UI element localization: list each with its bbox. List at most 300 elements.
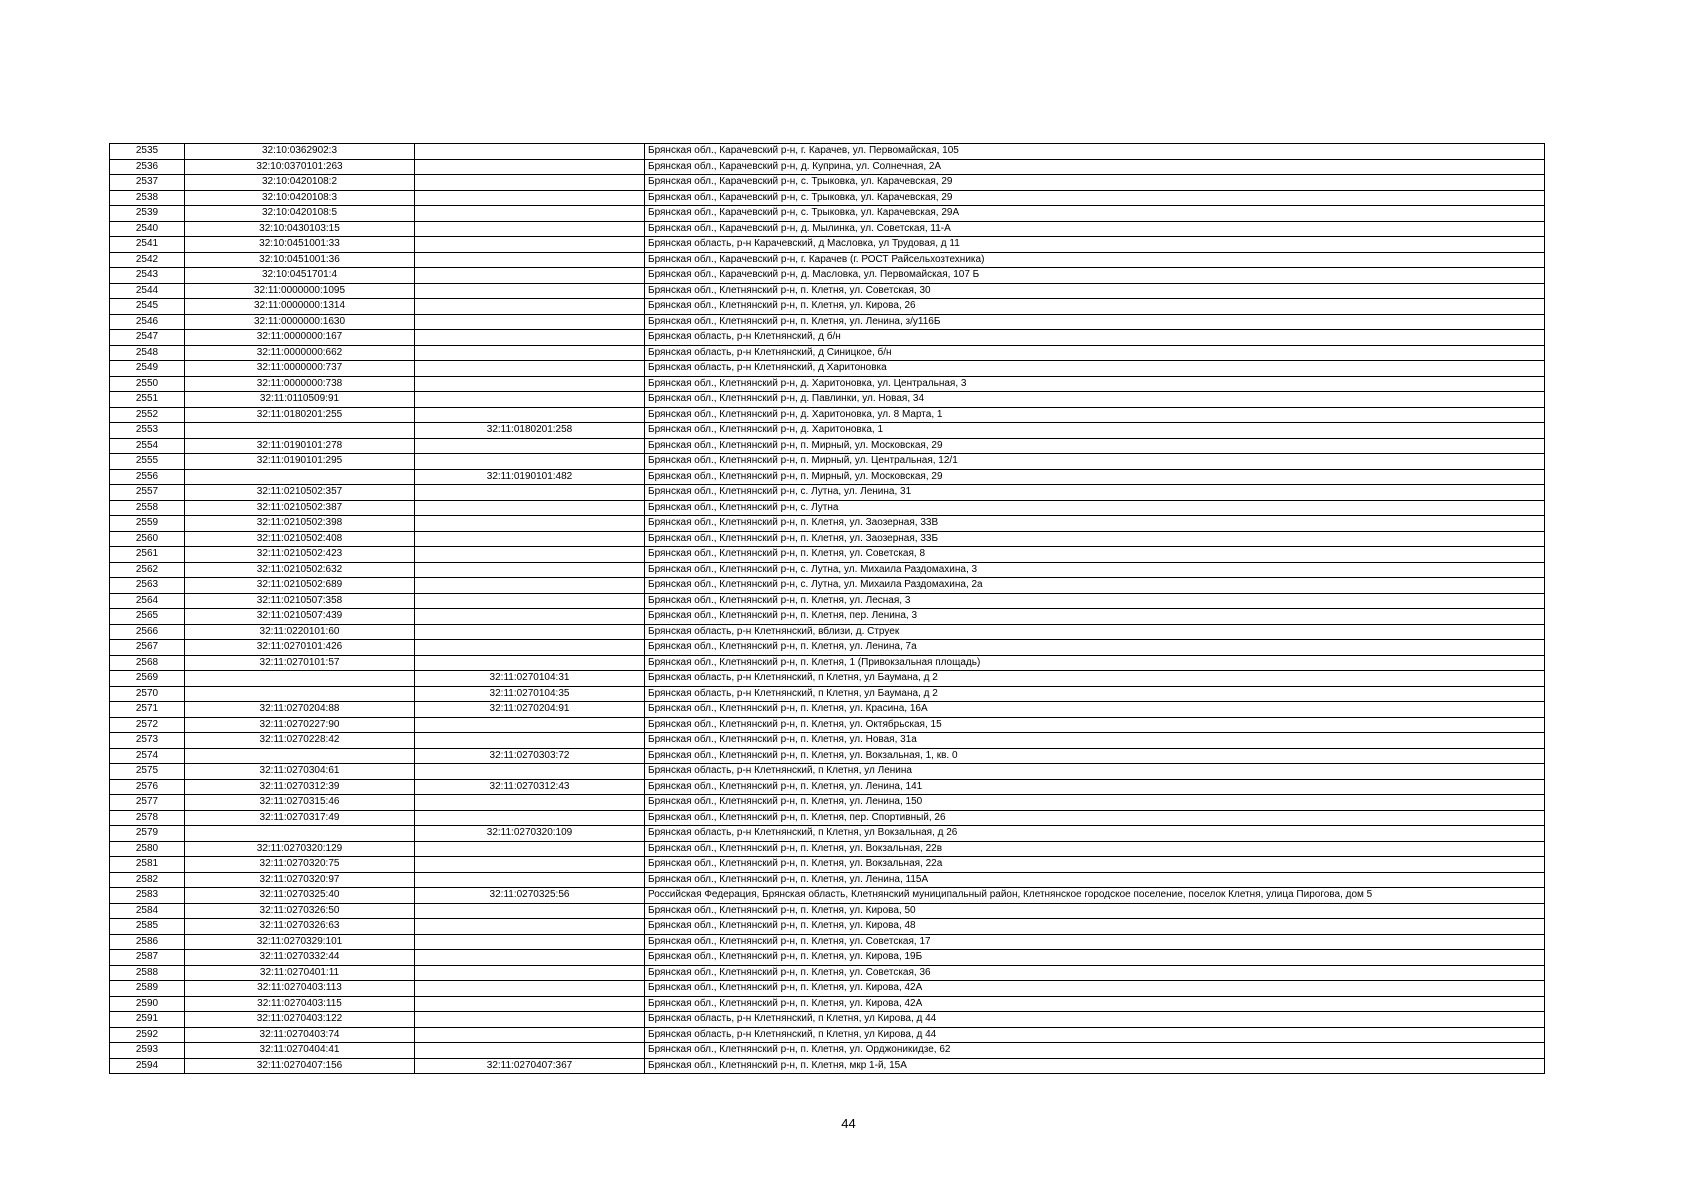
building-number-cell <box>415 857 645 873</box>
building-number-cell <box>415 593 645 609</box>
row-number-cell: 2545 <box>110 299 185 315</box>
address-cell: Брянская обл., Клетнянский р-н, с. Лутна, ул. Михаила Раздомахина, 3 <box>645 562 1545 578</box>
table-row <box>110 981 1545 997</box>
cadastral-number-cell: 32:10:0370101:263 <box>185 159 415 175</box>
cadastral-number-cell: 32:11:0270404:41 <box>185 1043 415 1059</box>
table-row <box>110 748 1545 764</box>
building-number-cell <box>415 392 645 408</box>
row-number-cell: 2567 <box>110 640 185 656</box>
cadastral-number-cell: 32:10:0430103:15 <box>185 221 415 237</box>
cadastral-number-cell: 32:11:0210502:398 <box>185 516 415 532</box>
building-number-cell: 32:11:0270325:56 <box>415 888 645 904</box>
row-number-cell: 2572 <box>110 717 185 733</box>
address-cell: Брянская обл., Клетнянский р-н, п. Клетня, ул. Кирова, 42А <box>645 996 1545 1012</box>
row-number-cell: 2555 <box>110 454 185 470</box>
table-row <box>110 655 1545 671</box>
address-cell: Брянская обл., Клетнянский р-н, д. Харитоновка, 1 <box>645 423 1545 439</box>
row-number-cell: 2585 <box>110 919 185 935</box>
building-number-cell <box>415 578 645 594</box>
cadastral-number-cell: 32:11:0190101:278 <box>185 438 415 454</box>
cadastral-number-cell: 32:11:0270403:122 <box>185 1012 415 1028</box>
row-number-cell: 2583 <box>110 888 185 904</box>
building-number-cell <box>415 206 645 222</box>
table-row <box>110 516 1545 532</box>
building-number-cell: 32:11:0270320:109 <box>415 826 645 842</box>
building-number-cell <box>415 996 645 1012</box>
row-number-cell: 2588 <box>110 965 185 981</box>
cadastral-number-cell: 32:11:0270320:75 <box>185 857 415 873</box>
table-row <box>110 469 1545 485</box>
address-cell: Брянская обл., Клетнянский р-н, п. Клетня, ул. Советская, 8 <box>645 547 1545 563</box>
building-number-cell <box>415 562 645 578</box>
cadastral-number-cell: 32:10:0451001:33 <box>185 237 415 253</box>
row-number-cell: 2559 <box>110 516 185 532</box>
row-number-cell: 2577 <box>110 795 185 811</box>
row-number-cell: 2540 <box>110 221 185 237</box>
row-number-cell: 2544 <box>110 283 185 299</box>
address-cell: Брянская обл., Клетнянский р-н, п. Клетня, ул. Ленина, 7а <box>645 640 1545 656</box>
row-number-cell: 2550 <box>110 376 185 392</box>
table-row <box>110 903 1545 919</box>
building-number-cell <box>415 376 645 392</box>
address-cell: Брянская обл., Карачевский р-н, д. Масловка, ул. Первомайская, 107 Б <box>645 268 1545 284</box>
row-number-cell: 2564 <box>110 593 185 609</box>
row-number-cell: 2554 <box>110 438 185 454</box>
row-number-cell: 2575 <box>110 764 185 780</box>
table-row <box>110 686 1545 702</box>
row-number-cell: 2538 <box>110 190 185 206</box>
building-number-cell <box>415 919 645 935</box>
cadastral-number-cell <box>185 826 415 842</box>
table-row <box>110 299 1545 315</box>
address-cell: Брянская обл., Клетнянский р-н, п. Клетня, ул. Советская, 36 <box>645 965 1545 981</box>
cadastral-number-cell: 32:11:0270325:40 <box>185 888 415 904</box>
address-cell: Брянская область, р-н Клетнянский, п Клетня, ул Вокзальная, д 26 <box>645 826 1545 842</box>
row-number-cell: 2547 <box>110 330 185 346</box>
address-cell: Брянская обл., Клетнянский р-н, п. Клетня, ул. Лесная, 3 <box>645 593 1545 609</box>
address-cell: Брянская обл., Клетнянский р-н, п. Клетня, ул. Орджоникидзе, 62 <box>645 1043 1545 1059</box>
row-number-cell: 2590 <box>110 996 185 1012</box>
table-row <box>110 1027 1545 1043</box>
table-row <box>110 965 1545 981</box>
building-number-cell <box>415 609 645 625</box>
row-number-cell: 2587 <box>110 950 185 966</box>
cadastral-number-cell <box>185 671 415 687</box>
address-cell: Брянская обл., Клетнянский р-н, п. Клетня, ул. Советская, 17 <box>645 934 1545 950</box>
table-row <box>110 361 1545 377</box>
cadastral-table <box>109 143 1545 1074</box>
row-number-cell: 2561 <box>110 547 185 563</box>
address-cell: Брянская обл., Карачевский р-н, с. Трыковка, ул. Карачевская, 29 <box>645 175 1545 191</box>
row-number-cell: 2549 <box>110 361 185 377</box>
row-number-cell: 2569 <box>110 671 185 687</box>
table-row <box>110 717 1545 733</box>
address-cell: Брянская обл., Клетнянский р-н, п. Клетня, ул. Кирова, 50 <box>645 903 1545 919</box>
address-cell: Брянская обл., Клетнянский р-н, п. Клетня, ул. Ленина, 141 <box>645 779 1545 795</box>
row-number-cell: 2556 <box>110 469 185 485</box>
cadastral-number-cell: 32:11:0270228:42 <box>185 733 415 749</box>
address-cell: Брянская обл., Клетнянский р-н, п. Мирный, ул. Московская, 29 <box>645 469 1545 485</box>
cadastral-number-cell: 32:11:0270317:49 <box>185 810 415 826</box>
cadastral-number-cell: 32:11:0270304:61 <box>185 764 415 780</box>
cadastral-number-cell: 32:11:0190101:295 <box>185 454 415 470</box>
address-cell: Брянская область, р-н Клетнянский, п Клетня, ул Кирова, д 44 <box>645 1027 1545 1043</box>
building-number-cell <box>415 144 645 160</box>
cadastral-number-cell: 32:10:0451001:36 <box>185 252 415 268</box>
cadastral-number-cell: 32:11:0270332:44 <box>185 950 415 966</box>
cadastral-number-cell: 32:11:0180201:255 <box>185 407 415 423</box>
cadastral-number-cell: 32:11:0270320:97 <box>185 872 415 888</box>
address-cell: Брянская обл., Карачевский р-н, с. Трыковка, ул. Карачевская, 29А <box>645 206 1545 222</box>
table-row <box>110 175 1545 191</box>
table-row <box>110 671 1545 687</box>
address-cell: Брянская обл., Клетнянский р-н, д. Павлинки, ул. Новая, 34 <box>645 392 1545 408</box>
table-row <box>110 950 1545 966</box>
building-number-cell <box>415 717 645 733</box>
cadastral-number-cell: 32:11:0270403:115 <box>185 996 415 1012</box>
building-number-cell: 32:11:0270204:91 <box>415 702 645 718</box>
building-number-cell <box>415 795 645 811</box>
address-cell: Брянская обл., Клетнянский р-н, п. Мирный, ул. Московская, 29 <box>645 438 1545 454</box>
row-number-cell: 2581 <box>110 857 185 873</box>
row-number-cell: 2535 <box>110 144 185 160</box>
cadastral-number-cell <box>185 686 415 702</box>
address-cell: Брянская обл., Клетнянский р-н, п. Клетня, ул. Красина, 16А <box>645 702 1545 718</box>
building-number-cell: 32:11:0180201:258 <box>415 423 645 439</box>
table-row <box>110 531 1545 547</box>
address-cell: Брянская обл., Клетнянский р-н, п. Клетня, ул. Кирова, 42А <box>645 981 1545 997</box>
cadastral-number-cell: 32:11:0270101:426 <box>185 640 415 656</box>
row-number-cell: 2589 <box>110 981 185 997</box>
table-row <box>110 733 1545 749</box>
row-number-cell: 2537 <box>110 175 185 191</box>
row-number-cell: 2593 <box>110 1043 185 1059</box>
building-number-cell <box>415 361 645 377</box>
address-cell: Брянская обл., Клетнянский р-н, с. Лутна, ул. Михаила Раздомахина, 2а <box>645 578 1545 594</box>
address-cell: Брянская обл., Клетнянский р-н, с. Лутна <box>645 500 1545 516</box>
building-number-cell <box>415 872 645 888</box>
cadastral-number-cell: 32:11:0270329:101 <box>185 934 415 950</box>
building-number-cell <box>415 221 645 237</box>
row-number-cell: 2571 <box>110 702 185 718</box>
address-cell: Брянская обл., Клетнянский р-н, п. Клетня, ул. Заозерная, 33В <box>645 516 1545 532</box>
building-number-cell <box>415 733 645 749</box>
row-number-cell: 2566 <box>110 624 185 640</box>
building-number-cell <box>415 299 645 315</box>
table-row <box>110 702 1545 718</box>
building-number-cell <box>415 516 645 532</box>
address-cell: Брянская область, р-н Клетнянский, п Клетня, ул Кирова, д 44 <box>645 1012 1545 1028</box>
address-cell: Брянская обл., Клетнянский р-н, п. Клетня, ул. Кирова, 26 <box>645 299 1545 315</box>
building-number-cell <box>415 655 645 671</box>
row-number-cell: 2591 <box>110 1012 185 1028</box>
cadastral-number-cell: 32:11:0270312:39 <box>185 779 415 795</box>
building-number-cell <box>415 407 645 423</box>
building-number-cell <box>415 903 645 919</box>
cadastral-number-cell: 32:11:0110509:91 <box>185 392 415 408</box>
address-cell: Брянская обл., Клетнянский р-н, п. Клетня, ул. Вокзальная, 22в <box>645 841 1545 857</box>
building-number-cell <box>415 314 645 330</box>
building-number-cell <box>415 981 645 997</box>
building-number-cell <box>415 764 645 780</box>
table-row <box>110 593 1545 609</box>
table-row <box>110 934 1545 950</box>
building-number-cell <box>415 175 645 191</box>
cadastral-number-cell: 32:11:0000000:1095 <box>185 283 415 299</box>
row-number-cell: 2548 <box>110 345 185 361</box>
building-number-cell <box>415 438 645 454</box>
cadastral-number-cell: 32:11:0270315:46 <box>185 795 415 811</box>
row-number-cell: 2570 <box>110 686 185 702</box>
table-row <box>110 841 1545 857</box>
cadastral-number-cell: 32:11:0270407:156 <box>185 1058 415 1074</box>
cadastral-number-cell: 32:11:0210502:423 <box>185 547 415 563</box>
building-number-cell <box>415 547 645 563</box>
row-number-cell: 2546 <box>110 314 185 330</box>
table-row <box>110 640 1545 656</box>
address-cell: Брянская обл., Клетнянский р-н, п. Клетня, ул. Новая, 31а <box>645 733 1545 749</box>
cadastral-number-cell: 32:11:0000000:737 <box>185 361 415 377</box>
building-number-cell <box>415 934 645 950</box>
building-number-cell: 32:11:0270407:367 <box>415 1058 645 1074</box>
table-row <box>110 547 1545 563</box>
table-row <box>110 314 1545 330</box>
cadastral-number-cell: 32:10:0362902:3 <box>185 144 415 160</box>
address-cell: Брянская обл., Клетнянский р-н, п. Клетня, ул. Вокзальная, 22а <box>645 857 1545 873</box>
page-number: 44 <box>841 1116 856 1131</box>
address-cell: Брянская область, р-н Клетнянский, п Клетня, ул Ленина <box>645 764 1545 780</box>
building-number-cell <box>415 531 645 547</box>
building-number-cell <box>415 1027 645 1043</box>
cadastral-number-cell: 32:11:0210502:387 <box>185 500 415 516</box>
cadastral-number-cell: 32:11:0270227:90 <box>185 717 415 733</box>
cadastral-number-cell: 32:11:0000000:1630 <box>185 314 415 330</box>
cadastral-number-cell: 32:11:0270401:11 <box>185 965 415 981</box>
table-row <box>110 857 1545 873</box>
row-number-cell: 2551 <box>110 392 185 408</box>
cadastral-number-cell: 32:11:0270101:57 <box>185 655 415 671</box>
row-number-cell: 2542 <box>110 252 185 268</box>
row-number-cell: 2565 <box>110 609 185 625</box>
cadastral-number-cell: 32:11:0270403:74 <box>185 1027 415 1043</box>
table-row <box>110 330 1545 346</box>
table-row <box>110 624 1545 640</box>
table-row <box>110 500 1545 516</box>
table-row <box>110 795 1545 811</box>
row-number-cell: 2560 <box>110 531 185 547</box>
cadastral-number-cell: 32:11:0210502:408 <box>185 531 415 547</box>
building-number-cell <box>415 1043 645 1059</box>
table-row <box>110 1012 1545 1028</box>
building-number-cell <box>415 485 645 501</box>
cadastral-number-cell: 32:11:0210502:357 <box>185 485 415 501</box>
table-row <box>110 392 1545 408</box>
address-cell: Брянская обл., Карачевский р-н, с. Трыковка, ул. Карачевская, 29 <box>645 190 1545 206</box>
table-row <box>110 268 1545 284</box>
cadastral-number-cell: 32:10:0420108:2 <box>185 175 415 191</box>
address-cell: Брянская обл., Клетнянский р-н, п. Клетня, ул. Заозерная, 33Б <box>645 531 1545 547</box>
building-number-cell: 32:11:0190101:482 <box>415 469 645 485</box>
row-number-cell: 2553 <box>110 423 185 439</box>
cadastral-number-cell: 32:11:0270204:88 <box>185 702 415 718</box>
cadastral-number-cell: 32:11:0210502:632 <box>185 562 415 578</box>
table-row <box>110 159 1545 175</box>
table-row <box>110 283 1545 299</box>
table-row <box>110 562 1545 578</box>
table-row <box>110 190 1545 206</box>
cadastral-number-cell: 32:11:0270326:50 <box>185 903 415 919</box>
cadastral-number-cell: 32:11:0270320:129 <box>185 841 415 857</box>
table-row <box>110 221 1545 237</box>
table-body <box>110 144 1545 1074</box>
table-row <box>110 779 1545 795</box>
row-number-cell: 2574 <box>110 748 185 764</box>
building-number-cell <box>415 268 645 284</box>
table-row <box>110 826 1545 842</box>
building-number-cell <box>415 1012 645 1028</box>
row-number-cell: 2586 <box>110 934 185 950</box>
building-number-cell <box>415 345 645 361</box>
table-row <box>110 764 1545 780</box>
address-cell: Брянская обл., Клетнянский р-н, с. Лутна, ул. Ленина, 31 <box>645 485 1545 501</box>
address-cell: Брянская обл., Клетнянский р-н, д. Харитоновка, ул. Центральная, 3 <box>645 376 1545 392</box>
cadastral-number-cell <box>185 469 415 485</box>
address-cell: Брянская обл., Клетнянский р-н, п. Клетня, ул. Ленина, 115А <box>645 872 1545 888</box>
address-cell: Брянская область, р-н Клетнянский, п Клетня, ул Баумана, д 2 <box>645 686 1545 702</box>
table-row <box>110 423 1545 439</box>
table-row <box>110 376 1545 392</box>
address-cell: Брянская обл., Клетнянский р-н, п. Клетня, ул. Октябрьская, 15 <box>645 717 1545 733</box>
cadastral-number-cell: 32:11:0000000:1314 <box>185 299 415 315</box>
row-number-cell: 2584 <box>110 903 185 919</box>
address-cell: Российская Федерация, Брянская область, Клетнянский муниципальный район, Клетнянское городское поселение, поселок Клетня, улица Пирогова, дом 5 <box>645 888 1545 904</box>
building-number-cell <box>415 965 645 981</box>
address-cell: Брянская область, р-н Клетнянский, д Харитоновка <box>645 361 1545 377</box>
address-cell: Брянская обл., Клетнянский р-н, п. Клетня, ул. Ленина, 150 <box>645 795 1545 811</box>
table-row <box>110 888 1545 904</box>
building-number-cell: 32:11:0270303:72 <box>415 748 645 764</box>
address-cell: Брянская обл., Клетнянский р-н, п. Клетня, пер. Спортивный, 26 <box>645 810 1545 826</box>
address-cell: Брянская обл., Клетнянский р-н, п. Мирный, ул. Центральная, 12/1 <box>645 454 1545 470</box>
building-number-cell <box>415 640 645 656</box>
cadastral-number-cell: 32:11:0210507:358 <box>185 593 415 609</box>
building-number-cell <box>415 624 645 640</box>
address-cell: Брянская обл., Карачевский р-н, г. Карачев, ул. Первомайская, 105 <box>645 144 1545 160</box>
address-cell: Брянская обл., Клетнянский р-н, д. Харитоновка, ул. 8 Марта, 1 <box>645 407 1545 423</box>
address-cell: Брянская обл., Клетнянский р-н, п. Клетня, ул. Кирова, 48 <box>645 919 1545 935</box>
row-number-cell: 2563 <box>110 578 185 594</box>
table-row <box>110 609 1545 625</box>
cadastral-number-cell: 32:11:0270403:113 <box>185 981 415 997</box>
row-number-cell: 2580 <box>110 841 185 857</box>
cadastral-number-cell <box>185 423 415 439</box>
row-number-cell: 2579 <box>110 826 185 842</box>
row-number-cell: 2578 <box>110 810 185 826</box>
address-cell: Брянская обл., Клетнянский р-н, п. Клетня, ул. Ленина, з/у116Б <box>645 314 1545 330</box>
cadastral-number-cell: 32:11:0000000:662 <box>185 345 415 361</box>
table-row <box>110 578 1545 594</box>
address-cell: Брянская обл., Клетнянский р-н, п. Клетня, ул. Кирова, 19Б <box>645 950 1545 966</box>
row-number-cell: 2582 <box>110 872 185 888</box>
cadastral-number-cell: 32:11:0220101:60 <box>185 624 415 640</box>
table-row <box>110 345 1545 361</box>
row-number-cell: 2543 <box>110 268 185 284</box>
building-number-cell <box>415 454 645 470</box>
table-row <box>110 872 1545 888</box>
table-row <box>110 407 1545 423</box>
cadastral-number-cell: 32:11:0210507:439 <box>185 609 415 625</box>
table-row <box>110 919 1545 935</box>
table-row <box>110 485 1545 501</box>
table-row <box>110 1058 1545 1074</box>
address-cell: Брянская обл., Клетнянский р-н, п. Клетня, мкр 1-й, 15А <box>645 1058 1545 1074</box>
building-number-cell <box>415 237 645 253</box>
cadastral-number-cell: 32:11:0000000:738 <box>185 376 415 392</box>
building-number-cell <box>415 950 645 966</box>
cadastral-number-cell: 32:11:0270326:63 <box>185 919 415 935</box>
table-row <box>110 996 1545 1012</box>
row-number-cell: 2562 <box>110 562 185 578</box>
building-number-cell: 32:11:0270312:43 <box>415 779 645 795</box>
row-number-cell: 2573 <box>110 733 185 749</box>
row-number-cell: 2558 <box>110 500 185 516</box>
cadastral-number-cell: 32:11:0210502:689 <box>185 578 415 594</box>
cadastral-number-cell: 32:10:0420108:3 <box>185 190 415 206</box>
building-number-cell: 32:11:0270104:35 <box>415 686 645 702</box>
address-cell: Брянская обл., Карачевский р-н, д. Куприна, ул. Солнечная, 2А <box>645 159 1545 175</box>
table-row <box>110 454 1545 470</box>
table-row <box>110 237 1545 253</box>
address-cell: Брянская область, р-н Клетнянский, д б/н <box>645 330 1545 346</box>
building-number-cell <box>415 500 645 516</box>
row-number-cell: 2541 <box>110 237 185 253</box>
address-cell: Брянская обл., Клетнянский р-н, п. Клетня, 1 (Привокзальная площадь) <box>645 655 1545 671</box>
building-number-cell <box>415 330 645 346</box>
building-number-cell <box>415 283 645 299</box>
address-cell: Брянская обл., Клетнянский р-н, п. Клетня, ул. Вокзальная, 1, кв. 0 <box>645 748 1545 764</box>
building-number-cell <box>415 190 645 206</box>
cadastral-number-cell: 32:11:0000000:167 <box>185 330 415 346</box>
address-cell: Брянская обл., Карачевский р-н, д. Мылинка, ул. Советская, 11-А <box>645 221 1545 237</box>
building-number-cell <box>415 252 645 268</box>
cadastral-number-cell <box>185 748 415 764</box>
cadastral-number-cell: 32:10:0420108:5 <box>185 206 415 222</box>
address-cell: Брянская обл., Карачевский р-н, г. Карачев (г. РОСТ Райсельхозтехника) <box>645 252 1545 268</box>
table-row <box>110 206 1545 222</box>
address-cell: Брянская область, р-н Клетнянский, д Синицкое, б/н <box>645 345 1545 361</box>
table-row <box>110 144 1545 160</box>
building-number-cell <box>415 841 645 857</box>
building-number-cell: 32:11:0270104:31 <box>415 671 645 687</box>
table-row <box>110 810 1545 826</box>
address-cell: Брянская обл., Клетнянский р-н, п. Клетня, пер. Ленина, 3 <box>645 609 1545 625</box>
row-number-cell: 2576 <box>110 779 185 795</box>
building-number-cell <box>415 159 645 175</box>
table-row <box>110 1043 1545 1059</box>
building-number-cell <box>415 810 645 826</box>
table-row <box>110 252 1545 268</box>
address-cell: Брянская область, р-н Клетнянский, вблизи, д. Струек <box>645 624 1545 640</box>
row-number-cell: 2592 <box>110 1027 185 1043</box>
row-number-cell: 2568 <box>110 655 185 671</box>
table-row <box>110 438 1545 454</box>
row-number-cell: 2552 <box>110 407 185 423</box>
row-number-cell: 2536 <box>110 159 185 175</box>
cadastral-number-cell: 32:10:0451701:4 <box>185 268 415 284</box>
address-cell: Брянская область, р-н Карачевский, д Масловка, ул Трудовая, д 11 <box>645 237 1545 253</box>
address-cell: Брянская область, р-н Клетнянский, п Клетня, ул Баумана, д 2 <box>645 671 1545 687</box>
row-number-cell: 2539 <box>110 206 185 222</box>
